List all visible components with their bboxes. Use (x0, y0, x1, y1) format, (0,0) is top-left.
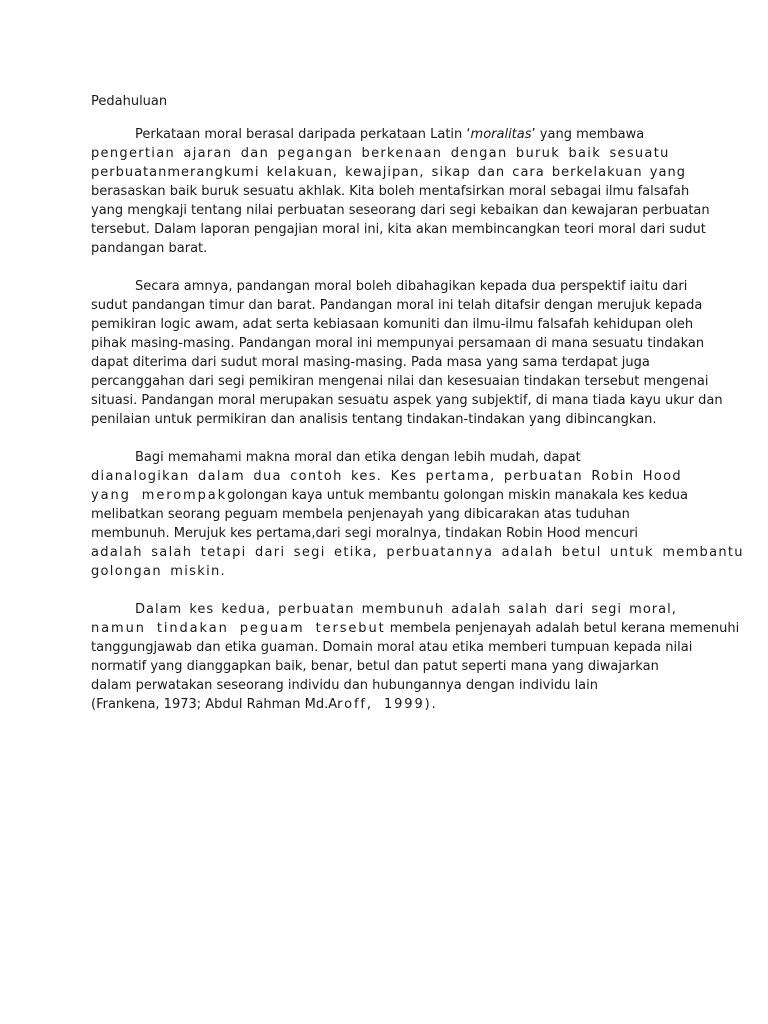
italic-term: moralitas (470, 127, 532, 142)
text-segment: yang merompak (91, 488, 228, 503)
paragraph-line: dapat diterima dari sudut moral masing-masing. Pada masa yang sama terdapat juga (91, 355, 650, 370)
document-body (91, 93, 744, 733)
paragraph-4 (91, 600, 740, 714)
paragraph-line: dianalogikan dalam dua contoh kes. Kes pertama, perbuatan Robin Hood (91, 469, 682, 484)
paragraph-line: percanggahan dari segi pemikiran mengenai nilai dan kesesuaian tindakan tersebut mengenai (91, 374, 709, 389)
paragraph-line: berasaskan baik buruk sesuatu akhlak. Kita boleh mentafsirkan moral sebagai ilmu falsafah (91, 184, 690, 199)
text-segment: roff, 1999). (337, 697, 438, 712)
document-heading: Pedahuluan (91, 94, 168, 109)
paragraph-line: pemikiran logic awam, adat serta kebiasaan komuniti dan ilmu-ilmu falsafah kehidupan oleh (91, 317, 694, 332)
paragraph-line: dalam perwatakan seseorang individu dan hubungannya dengan individu lain (91, 678, 598, 693)
text-segment: Perkataan moral berasal daripada perkataan Latin ‘ (135, 127, 471, 142)
paragraph-line (91, 486, 691, 505)
paragraph-line: tanggungjawab dan etika guaman. Domain moral atau etika memberi tumpuan kepada nilai (91, 640, 693, 655)
paragraph-line (91, 619, 740, 638)
text-segment: namun tindakan peguam tersebut (91, 621, 386, 636)
paragraph-line: situasi. Pandangan moral merupakan sesuatu aspek yang subjektif, di mana tiada kayu ukur dan (91, 393, 723, 408)
paragraph-line: pandangan barat. (91, 241, 208, 256)
paragraph-line (91, 695, 691, 714)
paragraph-line: Secara amnya, pandangan moral boleh dibahagikan kepada dua perspektif iaitu dari (135, 279, 688, 294)
text-segment: ’ yang membawa (531, 127, 645, 142)
paragraph-line: tersebut. Dalam laporan pengajian moral ini, kita akan membincangkan teori moral dari sudut (91, 222, 706, 237)
text-segment: membela penjenayah adalah betul kerana memenuhi (385, 621, 740, 636)
paragraph-line: normatif yang dianggapkan baik, benar, betul dan patut seperti mana yang diwajarkan (91, 659, 659, 674)
paragraph-line: sudut pandangan timur dan barat. Pandangan moral ini telah ditafsir dengan merujuk kepada (91, 298, 703, 313)
paragraph-line: penilaian untuk permikiran dan analisis tentang tindakan-tindakan yang dibincangkan. (91, 412, 657, 427)
paragraph-line: pengertian ajaran dan pegangan berkenaan dengan buruk baik sesuatu (91, 146, 670, 161)
paragraph-line: Dalam kes kedua, perbuatan membunuh adalah salah dari segi moral, (135, 602, 677, 617)
paragraph-1 (91, 125, 710, 258)
paragraph-line: yang mengkaji tentang nilai perbuatan seseorang dari segi kebaikan dan kewajaran perbuatan (91, 203, 710, 218)
text-segment: (Frankena, 1973; Abdul Rahman Md.A (91, 697, 338, 712)
paragraph-line: golongan miskin. (91, 564, 226, 579)
paragraph-line: adalah salah tetapi dari segi etika, perbuatannya adalah betul untuk membantu (91, 545, 744, 560)
paragraph-line: membunuh. Merujuk kes pertama,dari segi moralnya, tindakan Robin Hood mencuri (91, 526, 639, 541)
paragraph-line: pihak masing-masing. Pandangan moral ini mempunyai persamaan di mana sesuatu tindakan (91, 336, 705, 351)
paragraph-line: perbuatanmerangkumi kelakuan, kewajipan, sikap dan cara berkelakuan yang (91, 165, 686, 180)
paragraph-3 (91, 448, 744, 581)
text-segment: golongan kaya untuk membantu golongan miskin manakala kes kedua (227, 488, 688, 503)
paragraph-line: melibatkan seorang peguam membela penjenayah yang dibicarakan atas tuduhan (91, 507, 630, 522)
paragraph-line: Bagi memahami makna moral dan etika dengan lebih mudah, dapat (135, 450, 581, 465)
paragraph-2 (91, 277, 723, 429)
paragraph-line (91, 125, 691, 144)
